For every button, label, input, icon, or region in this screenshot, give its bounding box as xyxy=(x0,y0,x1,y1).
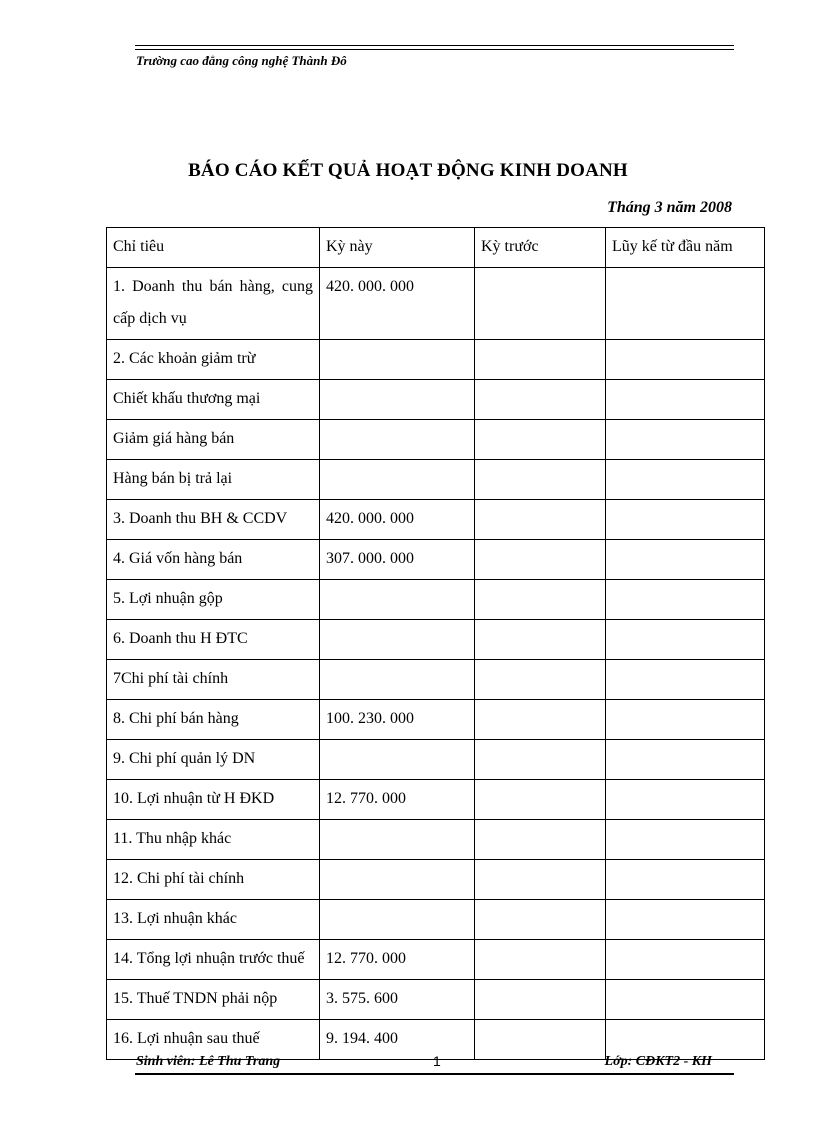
row-label: 2. Các khoản giảm trừ xyxy=(107,340,320,380)
year-to-date-value xyxy=(606,380,765,420)
table-row xyxy=(107,460,765,500)
footer-class: Lớp: CĐKT2 - KII xyxy=(604,1054,712,1069)
table-row xyxy=(107,660,765,700)
column-header-year-to-date: Lũy kế từ đầu năm xyxy=(606,228,765,268)
footer-rule xyxy=(135,1073,734,1075)
table-row xyxy=(107,860,765,900)
row-label: 15. Thuế TNDN phải nộp xyxy=(107,980,320,1020)
year-to-date-value xyxy=(606,700,765,740)
previous-period-value xyxy=(475,660,606,700)
row-label: 4. Giá vốn hàng bán xyxy=(107,540,320,580)
table-row xyxy=(107,700,765,740)
header-rule-top xyxy=(135,45,734,46)
table-row xyxy=(107,540,765,580)
year-to-date-value xyxy=(606,460,765,500)
table-row xyxy=(107,268,765,340)
previous-period-value xyxy=(475,700,606,740)
table-row xyxy=(107,980,765,1020)
current-period-value xyxy=(320,860,475,900)
current-period-value xyxy=(320,620,475,660)
row-label: 7Chi phí tài chính xyxy=(107,660,320,700)
current-period-value xyxy=(320,740,475,780)
column-header-indicator: Chỉ tiêu xyxy=(107,228,320,268)
current-period-value xyxy=(320,420,475,460)
previous-period-value xyxy=(475,380,606,420)
current-period-value: 12. 770. 000 xyxy=(320,940,475,980)
current-period-value xyxy=(320,580,475,620)
report-period: Tháng 3 năm 2008 xyxy=(607,199,732,216)
previous-period-value xyxy=(475,340,606,380)
row-label: 1. Doanh thu bán hàng, cung cấp dịch vụ xyxy=(107,268,320,340)
table-row xyxy=(107,340,765,380)
year-to-date-value xyxy=(606,500,765,540)
previous-period-value xyxy=(475,740,606,780)
year-to-date-value xyxy=(606,820,765,860)
current-period-value xyxy=(320,900,475,940)
table-header-row xyxy=(107,228,765,268)
table-row xyxy=(107,940,765,980)
previous-period-value xyxy=(475,420,606,460)
table-row xyxy=(107,620,765,660)
school-name: Trường cao đẳng công nghệ Thành Đô xyxy=(136,53,347,68)
row-label: 12. Chi phí tài chính xyxy=(107,860,320,900)
previous-period-value xyxy=(475,460,606,500)
previous-period-value xyxy=(475,580,606,620)
table-row xyxy=(107,780,765,820)
previous-period-value xyxy=(475,780,606,820)
current-period-value xyxy=(320,380,475,420)
year-to-date-value xyxy=(606,540,765,580)
row-label: 5. Lợi nhuận gộp xyxy=(107,580,320,620)
year-to-date-value xyxy=(606,420,765,460)
year-to-date-value xyxy=(606,580,765,620)
current-period-value xyxy=(320,460,475,500)
table-row xyxy=(107,900,765,940)
report-title: BÁO CÁO KẾT QUẢ HOẠT ĐỘNG KINH DOANH xyxy=(188,160,628,181)
row-label: 16. Lợi nhuận sau thuế xyxy=(107,1020,320,1060)
current-period-value: 100. 230. 000 xyxy=(320,700,475,740)
previous-period-value xyxy=(475,540,606,580)
row-label: 10. Lợi nhuận từ H ĐKD xyxy=(107,780,320,820)
header-rule-bottom xyxy=(135,49,734,50)
previous-period-value xyxy=(475,620,606,660)
table-row xyxy=(107,820,765,860)
income-statement-table xyxy=(106,227,765,1060)
current-period-value: 3. 575. 600 xyxy=(320,980,475,1020)
year-to-date-value xyxy=(606,620,765,660)
current-period-value: 420. 000. 000 xyxy=(320,500,475,540)
year-to-date-value xyxy=(606,660,765,700)
table-row xyxy=(107,740,765,780)
row-label: Giảm giá hàng bán xyxy=(107,420,320,460)
previous-period-value xyxy=(475,900,606,940)
row-label: 11. Thu nhập khác xyxy=(107,820,320,860)
row-label: 6. Doanh thu H ĐTC xyxy=(107,620,320,660)
row-label: 9. Chi phí quản lý DN xyxy=(107,740,320,780)
table-row xyxy=(107,420,765,460)
row-label: Chiết khấu thương mại xyxy=(107,380,320,420)
current-period-value xyxy=(320,660,475,700)
year-to-date-value xyxy=(606,860,765,900)
year-to-date-value xyxy=(606,940,765,980)
previous-period-value xyxy=(475,500,606,540)
row-label: 3. Doanh thu BH & CCDV xyxy=(107,500,320,540)
previous-period-value xyxy=(475,940,606,980)
footer-page-number: 1 xyxy=(433,1053,441,1069)
year-to-date-value xyxy=(606,980,765,1020)
table-row xyxy=(107,580,765,620)
row-label: 13. Lợi nhuận khác xyxy=(107,900,320,940)
table-body xyxy=(107,268,765,1060)
row-label: 8. Chi phí bán hàng xyxy=(107,700,320,740)
current-period-value xyxy=(320,820,475,860)
year-to-date-value xyxy=(606,340,765,380)
column-header-current-period: Kỳ này xyxy=(320,228,475,268)
current-period-value xyxy=(320,340,475,380)
table-row xyxy=(107,380,765,420)
year-to-date-value xyxy=(606,780,765,820)
footer-student: Sinh viên: Lê Thu Trang xyxy=(136,1054,281,1069)
current-period-value: 12. 770. 000 xyxy=(320,780,475,820)
year-to-date-value xyxy=(606,268,765,340)
current-period-value: 307. 000. 000 xyxy=(320,540,475,580)
table-row xyxy=(107,500,765,540)
column-header-previous-period: Kỳ trước xyxy=(475,228,606,268)
row-label: Hàng bán bị trả lại xyxy=(107,460,320,500)
previous-period-value xyxy=(475,980,606,1020)
current-period-value: 9. 194. 400 xyxy=(320,1020,475,1060)
year-to-date-value xyxy=(606,740,765,780)
row-label: 14. Tổng lợi nhuận trước thuế xyxy=(107,940,320,980)
previous-period-value xyxy=(475,860,606,900)
previous-period-value xyxy=(475,268,606,340)
year-to-date-value xyxy=(606,900,765,940)
current-period-value: 420. 000. 000 xyxy=(320,268,475,340)
previous-period-value xyxy=(475,1020,606,1060)
previous-period-value xyxy=(475,820,606,860)
